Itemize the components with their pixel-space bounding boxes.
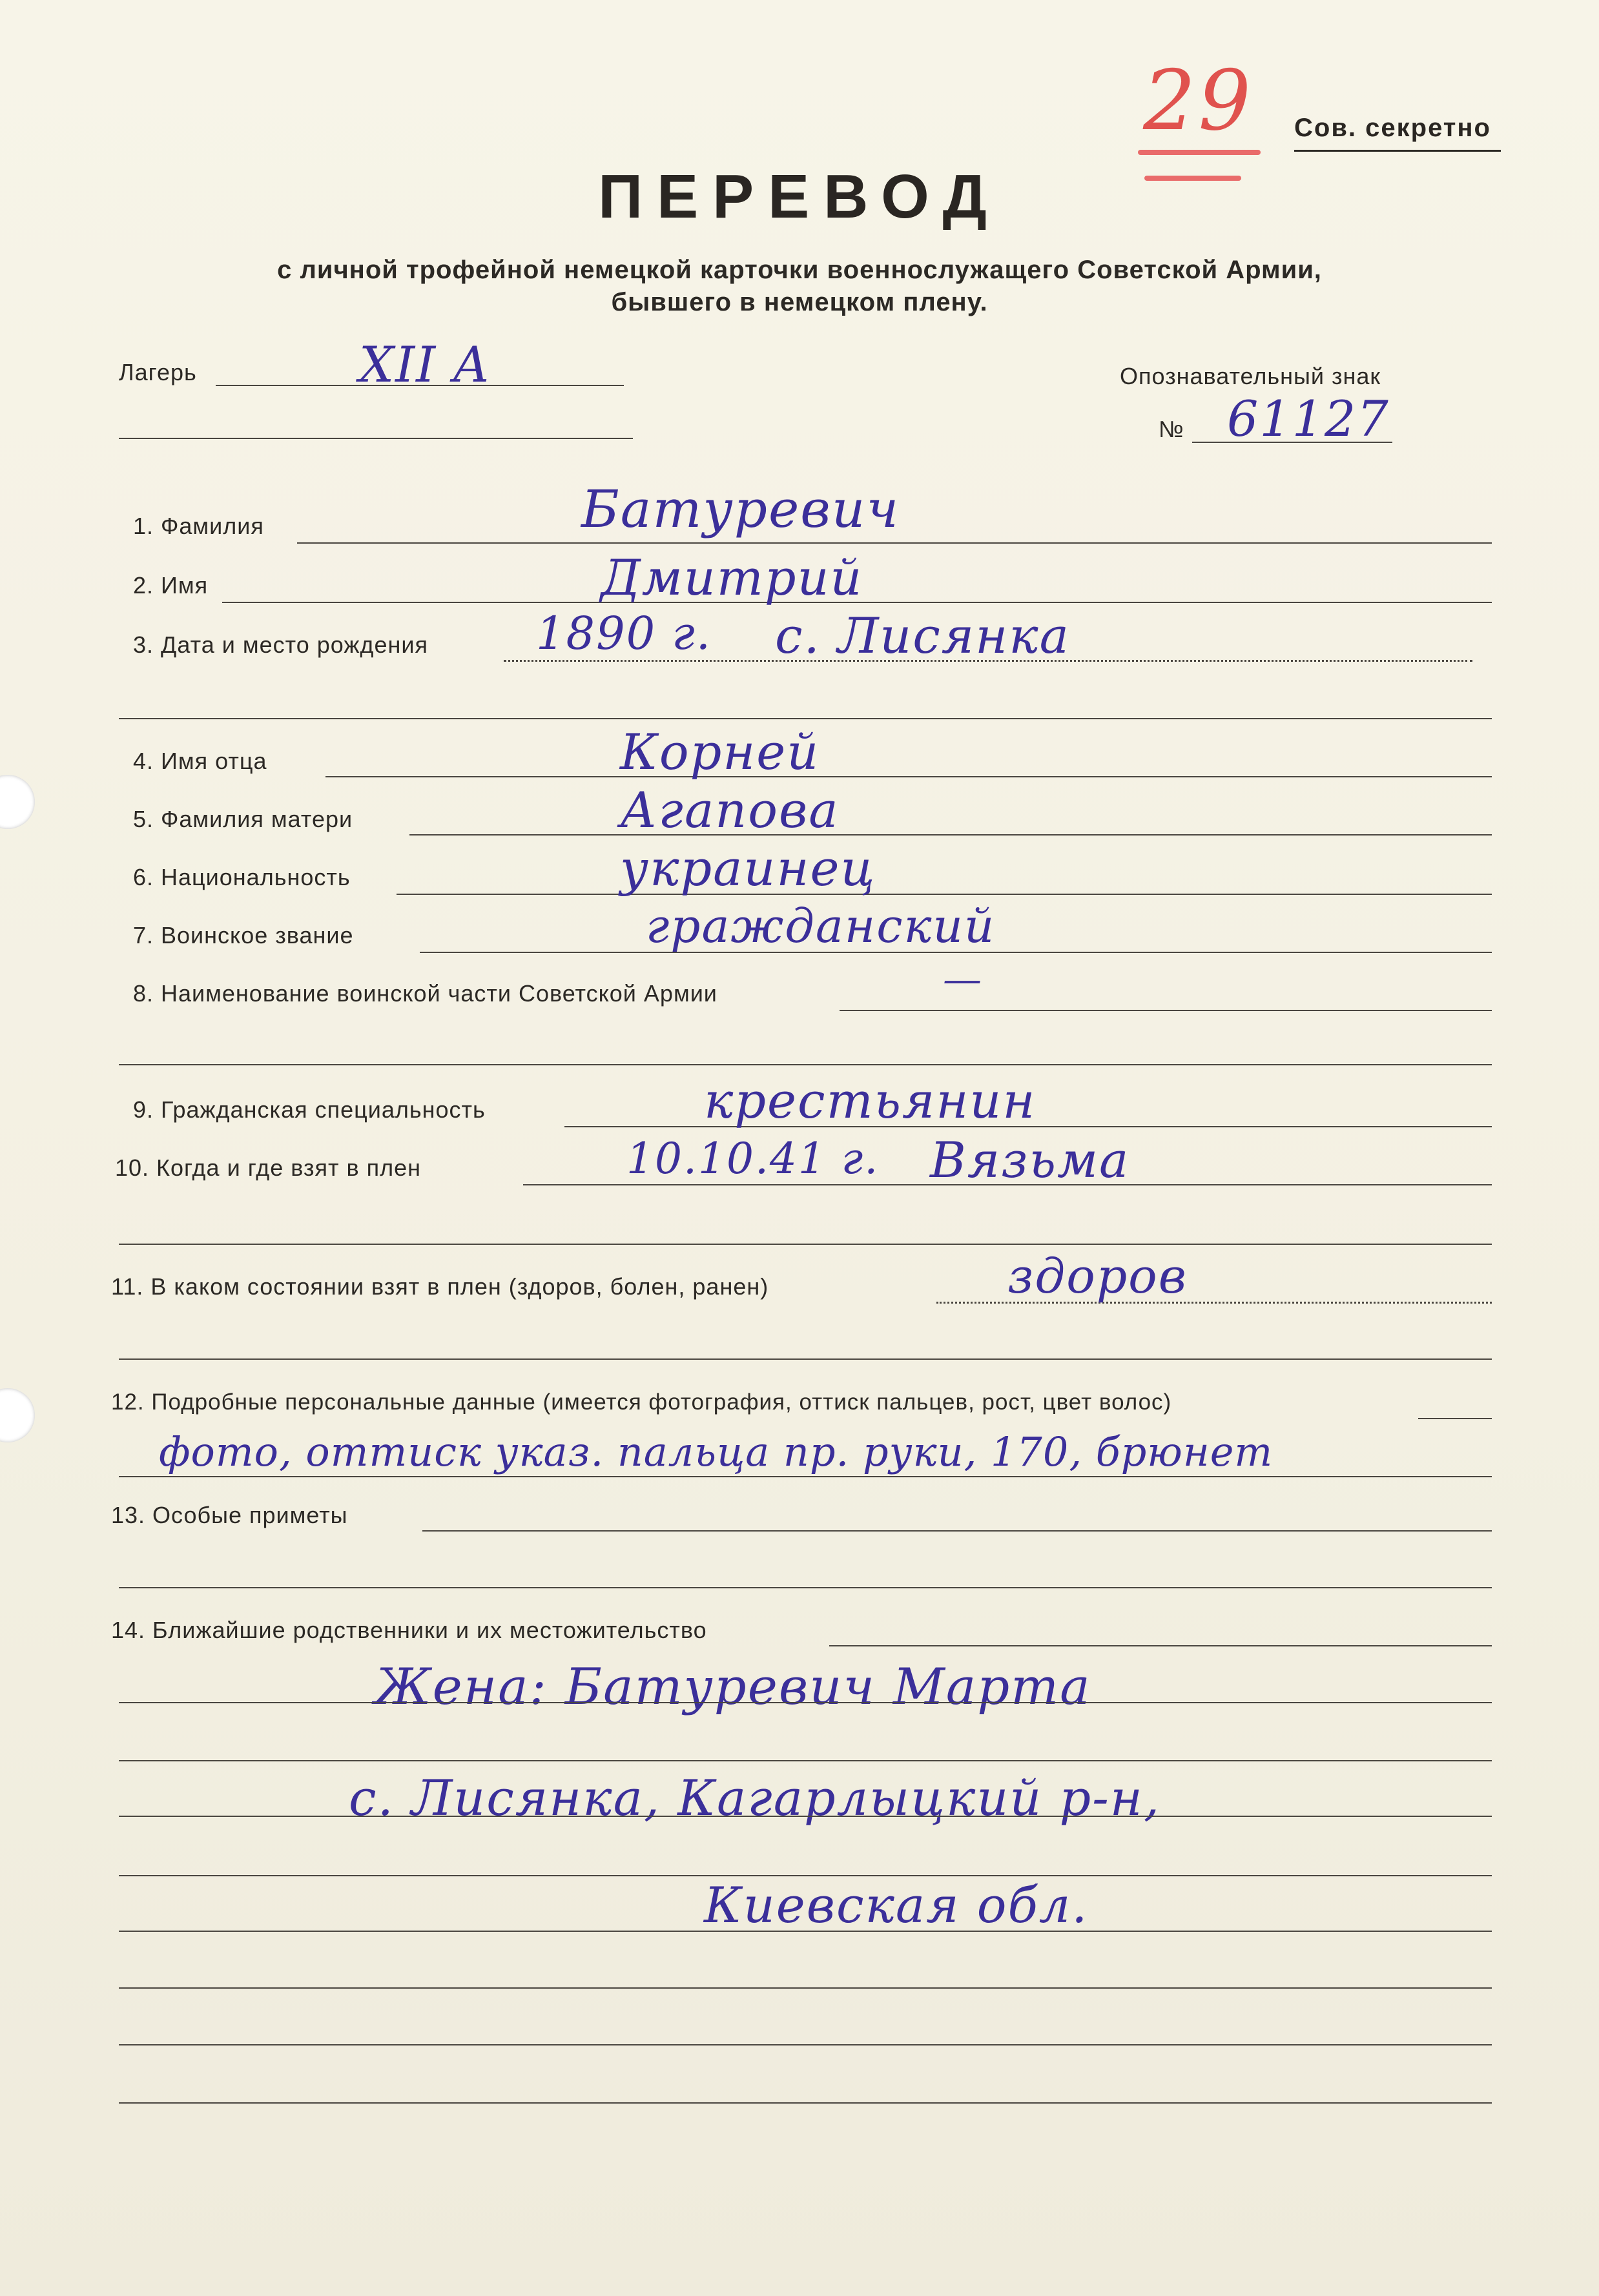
field-12-line xyxy=(1418,1418,1492,1419)
field-3-date: 1890 г. xyxy=(536,607,712,660)
subtitle-line-2: бывшего в немецком плену. xyxy=(611,288,988,316)
field-13-line xyxy=(422,1530,1492,1532)
field-6-label: 6. Национальность xyxy=(133,864,351,890)
subtitle-line-1: с личной трофейной немецкой карточки военнослужащего Советской Армии, xyxy=(277,256,1322,284)
id-tag-value: 61127 xyxy=(1227,390,1390,447)
camp-line-2 xyxy=(119,438,633,439)
field-14-row-3 xyxy=(119,1816,1492,1817)
field-7-label: 7. Воинское звание xyxy=(133,922,354,948)
field-8-line-2 xyxy=(119,1064,1492,1065)
camp-label: Лагерь xyxy=(119,359,197,385)
archive-number: 29 xyxy=(1143,53,1253,149)
field-14-row-1 xyxy=(119,1702,1492,1703)
field-14-line-1-value: Жена: Батуревич Марта xyxy=(375,1658,1091,1716)
id-tag-label: Опознавательный знак xyxy=(1120,363,1381,389)
field-8-line xyxy=(840,1010,1492,1011)
punch-hole-top xyxy=(0,775,35,829)
field-3-place: с. Лисянка xyxy=(775,607,1070,664)
field-14-row-8 xyxy=(119,2102,1492,2104)
field-1-line xyxy=(297,542,1492,544)
field-2-value: Дмитрий xyxy=(601,549,863,606)
field-14-row-5 xyxy=(119,1931,1492,1932)
field-5-label: 5. Фамилия матери xyxy=(133,806,353,832)
field-11-line-2 xyxy=(119,1358,1492,1360)
field-4-line xyxy=(325,776,1492,777)
field-11-label: 11. В каком состоянии взят в плен (здоров, болен, ранен) xyxy=(111,1273,769,1300)
archive-number-underline-1 xyxy=(1138,150,1261,155)
field-10-place: Вязьма xyxy=(930,1131,1130,1189)
field-14-label: 14. Ближайшие родственники и их местожительство xyxy=(111,1617,707,1643)
field-14-row-6 xyxy=(119,1987,1492,1989)
field-11-value: здоров xyxy=(1007,1249,1188,1304)
camp-value: XII A xyxy=(359,336,491,393)
field-3-label: 3. Дата и место рождения xyxy=(133,631,428,658)
punch-hole-bottom xyxy=(0,1388,35,1442)
field-14-line xyxy=(829,1645,1492,1646)
field-12-line-2 xyxy=(119,1476,1492,1477)
field-10-label: 10. Когда и где взят в плен xyxy=(115,1154,421,1181)
field-7-value: гражданский xyxy=(646,899,996,953)
classification-label: Сов. секретно xyxy=(1294,114,1491,142)
field-14-line-3-value: Киевская обл. xyxy=(704,1876,1089,1934)
field-10-date: 10.10.41 г. xyxy=(626,1134,880,1184)
field-12-label: 12. Подробные персональные данные (имеется фотография, оттиск пальцев, рост, цвет волос) xyxy=(111,1389,1172,1415)
field-5-value: Агапова xyxy=(620,781,840,839)
page-title: ПЕРЕВОД xyxy=(598,162,1001,231)
field-1-value: Батуревич xyxy=(581,479,900,539)
field-3-line-2 xyxy=(119,718,1492,719)
field-14-line-2-value: с. Лисянка, Кагарлыцкий р-н, xyxy=(349,1769,1161,1827)
field-13-label: 13. Особые приметы xyxy=(111,1502,348,1528)
classification-underline xyxy=(1294,150,1501,152)
field-4-label: 4. Имя отца xyxy=(133,748,267,774)
field-8-value: — xyxy=(943,957,983,1002)
field-2-label: 2. Имя xyxy=(133,572,209,599)
field-13-line-2 xyxy=(119,1587,1492,1588)
id-tag-number-sign: № xyxy=(1159,416,1184,442)
field-9-value: крестьянин xyxy=(704,1072,1037,1129)
field-12-value: фото, оттиск указ. пальца пр. руки, 170, брюнет xyxy=(159,1428,1274,1475)
field-14-row-2 xyxy=(119,1760,1492,1761)
field-6-line xyxy=(397,894,1492,895)
field-8-label: 8. Наименование воинской части Советской Армии xyxy=(133,980,717,1007)
field-6-value: украинец xyxy=(620,839,876,897)
field-5-line xyxy=(409,834,1492,835)
field-4-value: Корней xyxy=(620,723,820,781)
field-1-label: 1. Фамилия xyxy=(133,513,264,539)
field-10-line-2 xyxy=(119,1244,1492,1245)
field-14-row-7 xyxy=(119,2044,1492,2045)
field-9-label: 9. Гражданская специальность xyxy=(133,1096,486,1123)
